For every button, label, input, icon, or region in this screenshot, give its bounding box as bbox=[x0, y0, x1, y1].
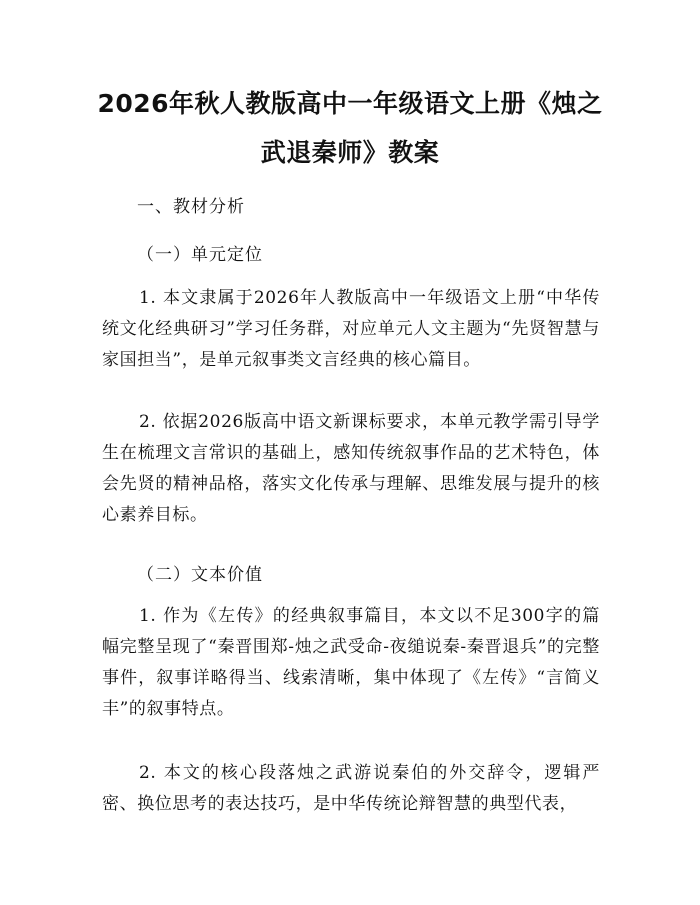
paragraph-text-value-1: 1. 作为《左传》的经典叙事篇目，本文以不足300字的篇幅完整呈现了“秦晋围郑-烛之武受命-夜缒说秦-秦晋退兵”的完整事件，叙事详略得当、线索清晰，集中体现了《左传》“言简义丰”的叙事特点。 bbox=[102, 606, 600, 719]
paragraph-unit-position-1: 1. 本文隶属于2026年人教版高中一年级语文上册“中华传统文化经典研习”学习任务群，对应单元人文主题为“先贤智慧与家国担当”，是单元叙事类文言经典的核心篇目。 bbox=[102, 288, 600, 370]
section-heading-textbook-analysis: 一、教材分析 bbox=[137, 197, 245, 217]
subsection-heading-unit-position: （一）单元定位 bbox=[137, 245, 263, 265]
document-title-line-2: 武退秦师》教案 bbox=[260, 138, 440, 167]
document-title-line-1: 2026年秋人教版高中一年级语文上册《烛之 bbox=[97, 89, 603, 118]
paragraph-text-value-2: 2. 本文的核心段落烛之武游说秦伯的外交辞令，逻辑严密、换位思考的表达技巧，是中华传统论辩智慧的典型代表， bbox=[102, 763, 600, 814]
paragraph-unit-position-2: 2. 依据2026版高中语文新课标要求，本单元教学需引导学生在梳理文言常识的基础上，感知传统叙事作品的艺术特色，体会先贤的精神品格，落实文化传承与理解、思维发展与提升的核心素养目标。 bbox=[102, 412, 600, 525]
subsection-heading-text-value: （二）文本价值 bbox=[137, 565, 263, 585]
